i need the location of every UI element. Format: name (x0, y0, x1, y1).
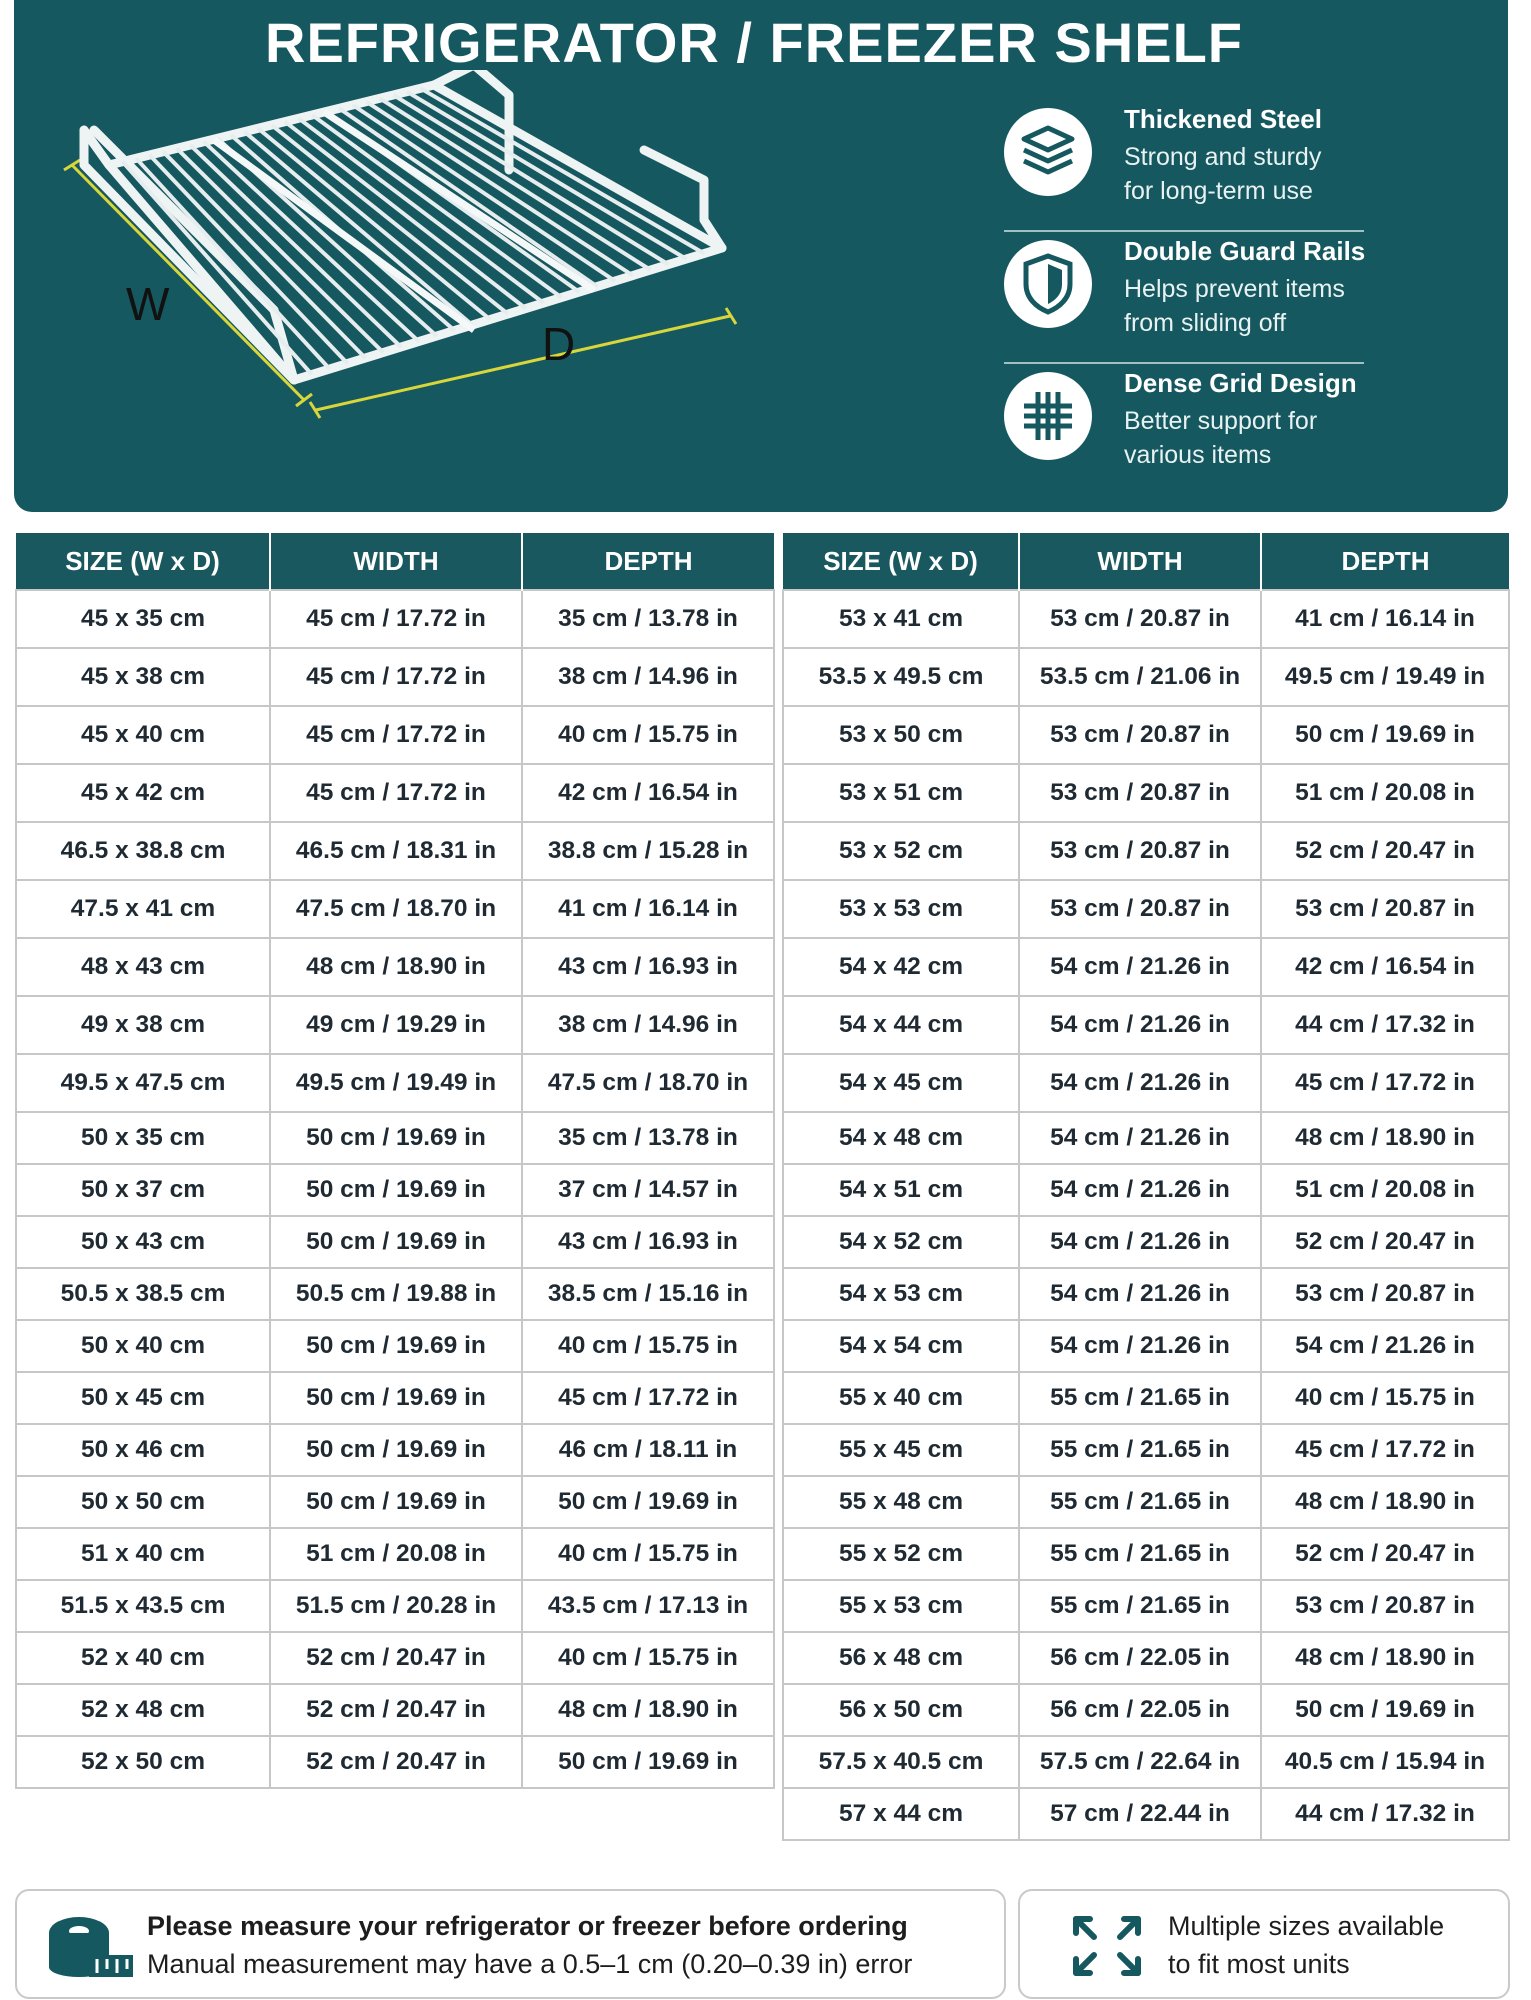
feature-item (1004, 232, 1374, 364)
cell-depth: 48 cm / 18.90 in (1261, 1632, 1509, 1684)
size-table-right (782, 533, 1510, 1841)
cell-depth: 40 cm / 15.75 in (522, 1320, 774, 1372)
cell-width: 55 cm / 21.65 in (1019, 1424, 1261, 1476)
table-row (783, 1684, 1509, 1736)
cell-depth: 48 cm / 18.90 in (1261, 1112, 1509, 1164)
cell-size: 53 x 51 cm (783, 764, 1019, 822)
table-row (16, 822, 774, 880)
cell-depth: 44 cm / 17.32 in (1261, 996, 1509, 1054)
wire-shelf-illustration (54, 70, 974, 510)
cell-width: 54 cm / 21.26 in (1019, 996, 1261, 1054)
measure-note-box (15, 1889, 1006, 1999)
cell-size: 50.5 x 38.5 cm (16, 1268, 270, 1320)
cell-size: 50 x 45 cm (16, 1372, 270, 1424)
cell-width: 55 cm / 21.65 in (1019, 1476, 1261, 1528)
column-header-size: SIZE (W x D) (783, 533, 1019, 590)
cell-size: 49.5 x 47.5 cm (16, 1054, 270, 1112)
cell-size: 45 x 35 cm (16, 590, 270, 648)
feature-desc-line: various items (1124, 441, 1272, 469)
table-row (16, 1372, 774, 1424)
feature-item (1004, 100, 1374, 232)
shield-icon (1004, 240, 1092, 328)
cell-width: 50 cm / 19.69 in (270, 1476, 522, 1528)
table-row (783, 1320, 1509, 1372)
cell-depth: 48 cm / 18.90 in (1261, 1476, 1509, 1528)
cell-width: 50 cm / 19.69 in (270, 1164, 522, 1216)
cell-size: 54 x 52 cm (783, 1216, 1019, 1268)
table-row (16, 938, 774, 996)
cell-depth: 45 cm / 17.72 in (1261, 1054, 1509, 1112)
cell-size: 47.5 x 41 cm (16, 880, 270, 938)
cell-depth: 45 cm / 17.72 in (522, 1372, 774, 1424)
cell-depth: 38 cm / 14.96 in (522, 996, 774, 1054)
table-row (16, 1632, 774, 1684)
size-table-left (15, 533, 775, 1789)
cell-depth: 40 cm / 15.75 in (522, 1632, 774, 1684)
feature-desc (1124, 140, 1384, 208)
cell-depth: 37 cm / 14.57 in (522, 1164, 774, 1216)
table-row (16, 1684, 774, 1736)
cell-size: 50 x 40 cm (16, 1320, 270, 1372)
cell-depth: 52 cm / 20.47 in (1261, 1528, 1509, 1580)
table-row (16, 1476, 774, 1528)
cell-size: 55 x 53 cm (783, 1580, 1019, 1632)
cell-size: 54 x 44 cm (783, 996, 1019, 1054)
cell-width: 51.5 cm / 20.28 in (270, 1580, 522, 1632)
cell-width: 46.5 cm / 18.31 in (270, 822, 522, 880)
cell-width: 53.5 cm / 21.06 in (1019, 648, 1261, 706)
cell-width: 54 cm / 21.26 in (1019, 1112, 1261, 1164)
cell-size: 48 x 43 cm (16, 938, 270, 996)
table-row (16, 1054, 774, 1112)
cell-depth: 54 cm / 21.26 in (1261, 1320, 1509, 1372)
cell-depth: 43.5 cm / 17.13 in (522, 1580, 774, 1632)
cell-width: 56 cm / 22.05 in (1019, 1632, 1261, 1684)
table-body (783, 590, 1509, 1840)
cell-depth: 42 cm / 16.54 in (522, 764, 774, 822)
table-row (783, 996, 1509, 1054)
cell-size: 54 x 54 cm (783, 1320, 1019, 1372)
cell-depth: 41 cm / 16.14 in (522, 880, 774, 938)
table-row (783, 1268, 1509, 1320)
table-row (783, 1112, 1509, 1164)
feature-desc-line: Strong and sturdy (1124, 143, 1322, 171)
cell-size: 50 x 35 cm (16, 1112, 270, 1164)
cell-size: 56 x 48 cm (783, 1632, 1019, 1684)
table-row (16, 1216, 774, 1268)
table-row (16, 706, 774, 764)
cell-size: 45 x 40 cm (16, 706, 270, 764)
cell-depth: 50 cm / 19.69 in (1261, 706, 1509, 764)
cell-size: 45 x 42 cm (16, 764, 270, 822)
feature-list (1004, 100, 1374, 496)
cell-size: 51 x 40 cm (16, 1528, 270, 1580)
table-row (783, 938, 1509, 996)
feature-item (1004, 364, 1374, 496)
multiple-sizes-text: to fit most units (1168, 1949, 1350, 1979)
cell-size: 51.5 x 43.5 cm (16, 1580, 270, 1632)
cell-size: 54 x 51 cm (783, 1164, 1019, 1216)
cell-width: 53 cm / 20.87 in (1019, 822, 1261, 880)
cell-width: 47.5 cm / 18.70 in (270, 880, 522, 938)
cell-width: 50 cm / 19.69 in (270, 1216, 522, 1268)
cell-size: 52 x 40 cm (16, 1632, 270, 1684)
feature-title: Thickened Steel (1124, 104, 1322, 134)
cell-depth: 45 cm / 17.72 in (1261, 1424, 1509, 1476)
table-row (783, 706, 1509, 764)
cell-width: 53 cm / 20.87 in (1019, 706, 1261, 764)
table-row (783, 1476, 1509, 1528)
cell-depth: 46 cm / 18.11 in (522, 1424, 774, 1476)
banner-title: REFRIGERATOR / FREEZER SHELF (265, 11, 1243, 74)
cell-width: 50 cm / 19.69 in (270, 1372, 522, 1424)
table-row (16, 1320, 774, 1372)
table-row (16, 590, 774, 648)
cell-width: 45 cm / 17.72 in (270, 706, 522, 764)
cell-size: 54 x 48 cm (783, 1112, 1019, 1164)
grid-icon (1004, 372, 1092, 460)
cell-width: 54 cm / 21.26 in (1019, 1216, 1261, 1268)
feature-desc-line: Better support for (1124, 407, 1318, 435)
cell-width: 52 cm / 20.47 in (270, 1736, 522, 1788)
cell-depth: 40 cm / 15.75 in (522, 1528, 774, 1580)
cell-width: 50 cm / 19.69 in (270, 1424, 522, 1476)
cell-size: 50 x 43 cm (16, 1216, 270, 1268)
table-row (16, 880, 774, 938)
cell-width: 56 cm / 22.05 in (1019, 1684, 1261, 1736)
cell-width: 49 cm / 19.29 in (270, 996, 522, 1054)
cell-depth: 44 cm / 17.32 in (1261, 1788, 1509, 1840)
table-row (783, 1216, 1509, 1268)
cell-depth: 47.5 cm / 18.70 in (522, 1054, 774, 1112)
cell-depth: 53 cm / 20.87 in (1261, 1268, 1509, 1320)
cell-width: 54 cm / 21.26 in (1019, 1054, 1261, 1112)
table-row (783, 1736, 1509, 1788)
table-header-row (783, 533, 1509, 590)
table-row (783, 648, 1509, 706)
cell-width: 53 cm / 20.87 in (1019, 764, 1261, 822)
cell-depth: 42 cm / 16.54 in (1261, 938, 1509, 996)
multiple-sizes-box (1018, 1889, 1510, 1999)
cell-depth: 38.5 cm / 15.16 in (522, 1268, 774, 1320)
table-row (783, 1054, 1509, 1112)
cell-size: 55 x 52 cm (783, 1528, 1019, 1580)
cell-depth: 40.5 cm / 15.94 in (1261, 1736, 1509, 1788)
cell-depth: 40 cm / 15.75 in (522, 706, 774, 764)
cell-depth: 52 cm / 20.47 in (1261, 822, 1509, 880)
table-row (16, 1268, 774, 1320)
cell-depth: 50 cm / 19.69 in (522, 1476, 774, 1528)
cell-size: 53 x 41 cm (783, 590, 1019, 648)
cell-width: 50 cm / 19.69 in (270, 1112, 522, 1164)
cell-size: 52 x 48 cm (16, 1684, 270, 1736)
cell-width: 45 cm / 17.72 in (270, 764, 522, 822)
table-row (783, 880, 1509, 938)
column-header-size: SIZE (W x D) (16, 533, 270, 590)
cell-size: 55 x 48 cm (783, 1476, 1019, 1528)
cell-size: 57 x 44 cm (783, 1788, 1019, 1840)
column-header-width: WIDTH (270, 533, 522, 590)
cell-width: 54 cm / 21.26 in (1019, 1320, 1261, 1372)
cell-size: 50 x 50 cm (16, 1476, 270, 1528)
cell-width: 54 cm / 21.26 in (1019, 1268, 1261, 1320)
cell-size: 55 x 45 cm (783, 1424, 1019, 1476)
cell-size: 54 x 45 cm (783, 1054, 1019, 1112)
cell-width: 55 cm / 21.65 in (1019, 1372, 1261, 1424)
cell-depth: 38.8 cm / 15.28 in (522, 822, 774, 880)
cell-size: 55 x 40 cm (783, 1372, 1019, 1424)
cell-width: 53 cm / 20.87 in (1019, 590, 1261, 648)
cell-size: 56 x 50 cm (783, 1684, 1019, 1736)
cell-width: 45 cm / 17.72 in (270, 648, 522, 706)
cell-size: 52 x 50 cm (16, 1736, 270, 1788)
cell-depth: 40 cm / 15.75 in (1261, 1372, 1509, 1424)
cell-size: 46.5 x 38.8 cm (16, 822, 270, 880)
cell-size: 53.5 x 49.5 cm (783, 648, 1019, 706)
table-row (783, 822, 1509, 880)
cell-width: 55 cm / 21.65 in (1019, 1528, 1261, 1580)
cell-width: 50 cm / 19.69 in (270, 1320, 522, 1372)
table-row (783, 1164, 1509, 1216)
feature-desc-line: Helps prevent items (1124, 275, 1345, 303)
cell-width: 57.5 cm / 22.64 in (1019, 1736, 1261, 1788)
table-row (16, 1424, 774, 1476)
cell-depth: 53 cm / 20.87 in (1261, 1580, 1509, 1632)
cell-depth: 51 cm / 20.08 in (1261, 764, 1509, 822)
cell-depth: 50 cm / 19.69 in (1261, 1684, 1509, 1736)
expand-arrows-icon (1072, 1915, 1142, 1977)
feature-desc (1124, 404, 1384, 472)
feature-desc-line: from sliding off (1124, 309, 1287, 337)
feature-desc (1124, 272, 1384, 340)
cell-depth: 49.5 cm / 19.49 in (1261, 648, 1509, 706)
measure-note-title: Please measure your refrigerator or freezer before ordering (147, 1911, 908, 1941)
table-row (783, 1632, 1509, 1684)
cell-depth: 43 cm / 16.93 in (522, 938, 774, 996)
cell-depth: 50 cm / 19.69 in (522, 1736, 774, 1788)
cell-depth: 41 cm / 16.14 in (1261, 590, 1509, 648)
feature-title: Dense Grid Design (1124, 368, 1357, 398)
column-header-depth: DEPTH (1261, 533, 1509, 590)
cell-depth: 53 cm / 20.87 in (1261, 880, 1509, 938)
cell-width: 54 cm / 21.26 in (1019, 1164, 1261, 1216)
cell-size: 53 x 52 cm (783, 822, 1019, 880)
measure-note-text: Manual measurement may have a 0.5–1 cm (0.20–0.39 in) error (147, 1949, 913, 1979)
cell-size: 50 x 46 cm (16, 1424, 270, 1476)
cell-size: 54 x 42 cm (783, 938, 1019, 996)
cell-size: 45 x 38 cm (16, 648, 270, 706)
table-row (783, 590, 1509, 648)
depth-label: D (542, 318, 576, 370)
cell-depth: 38 cm / 14.96 in (522, 648, 774, 706)
product-banner (14, 0, 1508, 512)
table-row (783, 1528, 1509, 1580)
cell-width: 52 cm / 20.47 in (270, 1684, 522, 1736)
table-row (783, 764, 1509, 822)
width-label: W (126, 278, 170, 330)
table-row (16, 996, 774, 1054)
cell-width: 45 cm / 17.72 in (270, 590, 522, 648)
cell-width: 53 cm / 20.87 in (1019, 880, 1261, 938)
table-row (16, 648, 774, 706)
cell-width: 49.5 cm / 19.49 in (270, 1054, 522, 1112)
table-row (16, 1736, 774, 1788)
table-row (16, 1112, 774, 1164)
multiple-sizes-title: Multiple sizes available (1168, 1911, 1445, 1941)
table-row (783, 1424, 1509, 1476)
cell-size: 50 x 37 cm (16, 1164, 270, 1216)
stacked-layers-icon (1004, 108, 1092, 196)
cell-size: 53 x 50 cm (783, 706, 1019, 764)
feature-title: Double Guard Rails (1124, 236, 1366, 266)
cell-depth: 35 cm / 13.78 in (522, 590, 774, 648)
cell-width: 54 cm / 21.26 in (1019, 938, 1261, 996)
measuring-tape-icon (45, 1911, 135, 1983)
table-row (783, 1580, 1509, 1632)
cell-depth: 43 cm / 16.93 in (522, 1216, 774, 1268)
cell-width: 52 cm / 20.47 in (270, 1632, 522, 1684)
table-header-row (16, 533, 774, 590)
table-row (16, 1164, 774, 1216)
table-row (16, 1580, 774, 1632)
table-row (783, 1372, 1509, 1424)
cell-width: 50.5 cm / 19.88 in (270, 1268, 522, 1320)
table-row (16, 1528, 774, 1580)
cell-size: 54 x 53 cm (783, 1268, 1019, 1320)
column-header-depth: DEPTH (522, 533, 774, 590)
cell-depth: 51 cm / 20.08 in (1261, 1164, 1509, 1216)
cell-width: 51 cm / 20.08 in (270, 1528, 522, 1580)
cell-width: 57 cm / 22.44 in (1019, 1788, 1261, 1840)
table-body (16, 590, 774, 1788)
shelf-wire (136, 158, 330, 369)
cell-size: 57.5 x 40.5 cm (783, 1736, 1019, 1788)
cell-depth: 48 cm / 18.90 in (522, 1684, 774, 1736)
cell-depth: 52 cm / 20.47 in (1261, 1216, 1509, 1268)
feature-desc-line: for long-term use (1124, 177, 1313, 205)
table-row (16, 764, 774, 822)
cell-size: 53 x 53 cm (783, 880, 1019, 938)
table-row (783, 1788, 1509, 1840)
cell-width: 48 cm / 18.90 in (270, 938, 522, 996)
cell-width: 55 cm / 21.65 in (1019, 1580, 1261, 1632)
cell-depth: 35 cm / 13.78 in (522, 1112, 774, 1164)
column-header-width: WIDTH (1019, 533, 1261, 590)
cell-size: 49 x 38 cm (16, 996, 270, 1054)
